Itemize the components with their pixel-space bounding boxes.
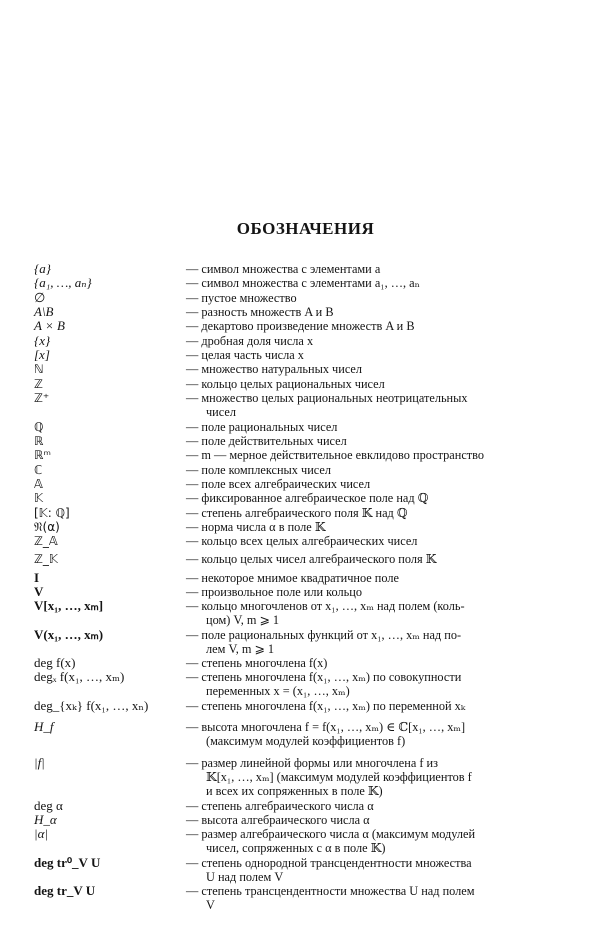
description-line: — норма числа α в поле 𝕂 (186, 520, 326, 534)
notation-description (186, 463, 578, 477)
description-line: — произвольное поле или кольцо (186, 585, 362, 599)
notation-description (186, 348, 578, 362)
notation-symbol: ℤ⁺ (34, 391, 50, 405)
description-line: — целая часть числа x (186, 348, 304, 362)
notation-description (186, 813, 578, 827)
notation-description (186, 291, 578, 305)
description-line: — символ множества с элементами a (186, 262, 381, 276)
notation-symbol: 𝔑(α) (34, 520, 60, 534)
notation-description (186, 827, 578, 855)
description-line: — разность множеств A и B (186, 305, 334, 319)
notation-description (186, 420, 578, 434)
description-line: — дробная доля числа x (186, 334, 314, 348)
notation-description (186, 305, 578, 319)
notation-description (186, 520, 578, 534)
description-line: — кольцо целых чисел алгебраического поля 𝕂 (186, 552, 437, 566)
notation-description (186, 670, 578, 698)
notation-symbol: ℤ_𝔸 (34, 534, 58, 548)
notation-symbol: deg f(x) (34, 655, 76, 670)
notation-symbol: ℤ_𝕂 (34, 552, 58, 566)
notation-description (186, 628, 578, 656)
notation-symbol: ℕ (34, 362, 44, 376)
notation-description (186, 756, 578, 798)
description-line: — декартово произведение множеств A и B (186, 319, 415, 333)
notation-description (186, 477, 578, 491)
notation-description (186, 262, 578, 276)
notation-description (186, 334, 578, 348)
notation-symbol: V(x₁, …, xₘ) (34, 627, 104, 642)
notation-symbol: A\B (34, 304, 54, 319)
description-line: чисел (206, 405, 236, 419)
notation-symbol: H_f (34, 719, 54, 734)
description-line: — степень многочлена f(x₁, …, xₘ) по совокупности (186, 670, 462, 684)
description-line: — степень алгебраического числа α (186, 799, 374, 813)
notation-description (186, 319, 578, 333)
notation-symbol: V[x₁, …, xₘ] (34, 598, 104, 613)
notation-description (186, 391, 578, 419)
notation-symbol: ℚ (34, 420, 44, 434)
notation-symbol: ℤ (34, 377, 43, 391)
notation-description (186, 799, 578, 813)
description-line: — кольцо целых рациональных чисел (186, 377, 385, 391)
description-line: лем V, m ⩾ 1 (206, 642, 275, 656)
description-line: — размер алгебраического числа α (максимум модулей (186, 827, 476, 841)
notation-symbol: A × B (34, 318, 65, 333)
description-line: цом) V, m ⩾ 1 (206, 613, 280, 627)
description-line: — множество целых рациональных неотрицательных (186, 391, 468, 405)
notation-symbol: |f| (34, 755, 45, 770)
notation-description (186, 856, 578, 884)
notation-symbol: degₓ f(x₁, …, xₘ) (34, 669, 125, 684)
description-line: — размер линейной формы или многочлена f из (186, 756, 438, 770)
description-line: — степень многочлена f(x) (186, 656, 328, 670)
description-line: — степень однородной трансцендентности множества (186, 856, 472, 870)
description-line: — пустое множество (186, 291, 297, 305)
notation-description (186, 571, 578, 585)
description-line: V (206, 898, 215, 912)
notation-description (186, 699, 578, 713)
description-line: — высота многочлена f = f(x₁, …, xₘ) ∈ ℂ[x₁, …, xₘ] (186, 720, 466, 734)
description-line: — m — мерное действительное евклидово пространство (186, 448, 485, 462)
description-line: — кольцо многочленов от x₁, …, xₘ над полем (коль- (186, 599, 465, 613)
notation-description (186, 585, 578, 599)
notation-symbol: V (34, 584, 44, 599)
description-line: — поле рациональных чисел (186, 420, 338, 434)
description-line: — степень трансцендентности множества U над полем (186, 884, 475, 898)
notation-symbol: ℝᵐ (34, 448, 51, 462)
description-line: (максимум модулей коэффициентов f) (206, 734, 406, 748)
notation-symbol: deg_{xₖ} f(x₁, …, xₙ) (34, 698, 149, 713)
notation-symbol: deg tr⁰_V U (34, 855, 101, 870)
notation-symbol: ℝ (34, 434, 44, 448)
notation-description (186, 362, 578, 376)
notation-symbol: {x} (34, 333, 51, 348)
notation-description (186, 434, 578, 448)
description-line: переменных x = (x₁, …, xₘ) (206, 684, 350, 698)
page-title: ОБОЗНАЧЕНИЯ (236, 219, 375, 238)
notation-symbol: 𝕂 (34, 491, 44, 505)
notation-symbol: 𝔸 (34, 477, 43, 491)
description-line: — высота алгебраического числа α (186, 813, 370, 827)
notation-symbol: H_α (34, 812, 57, 827)
notation-symbol: [𝕂: ℚ] (34, 506, 70, 520)
description-line: и всех их сопряженных в поле 𝕂) (206, 784, 383, 798)
notation-description (186, 534, 578, 548)
description-line: — некоторое мнимое квадратичное поле (186, 571, 399, 585)
description-line: 𝕂[x₁, …, xₘ] (максимум модулей коэффициентов f (206, 770, 472, 784)
description-line: — кольцо всех целых алгебраических чисел (186, 534, 418, 548)
description-line: — поле действительных чисел (186, 434, 347, 448)
notation-symbol: ℂ (34, 463, 43, 477)
notation-symbol: deg α (34, 798, 63, 813)
notation-symbol: [x] (34, 347, 50, 362)
notation-description (186, 599, 578, 627)
notation-description (186, 552, 578, 566)
description-line: — множество натуральных чисел (186, 362, 363, 376)
description-line: — фиксированное алгебраическое поле над ℚ (186, 491, 429, 505)
notation-symbol: {a} (34, 261, 51, 276)
notation-symbol: {a₁, …, aₙ} (34, 275, 92, 290)
notation-description (186, 448, 578, 462)
description-line: — поле всех алгебраических чисел (186, 477, 371, 491)
description-line: — поле рациональных функций от x₁, …, xₘ над по- (186, 628, 462, 642)
notation-symbol: I (34, 570, 40, 585)
description-line: — поле комплексных чисел (186, 463, 331, 477)
description-line: — степень многочлена f(x₁, …, xₘ) по переменной xₖ (186, 699, 466, 713)
description-line: — символ множества с элементами a₁, …, aₙ (186, 276, 420, 290)
notation-symbol: deg tr_V U (34, 883, 96, 898)
notation-description (186, 720, 578, 748)
notation-description (186, 506, 578, 520)
notation-description (186, 491, 578, 505)
notation-description (186, 656, 578, 670)
notation-description (186, 377, 578, 391)
notation-description (186, 276, 578, 290)
notation-symbol: ∅ (34, 290, 46, 305)
description-line: чисел, сопряженных с α в поле 𝕂) (206, 841, 386, 855)
notation-symbol: |α| (34, 826, 48, 841)
description-line: U над полем V (206, 870, 284, 884)
notation-description (186, 884, 578, 912)
description-line: — степень алгебраического поля 𝕂 над ℚ (186, 506, 408, 520)
